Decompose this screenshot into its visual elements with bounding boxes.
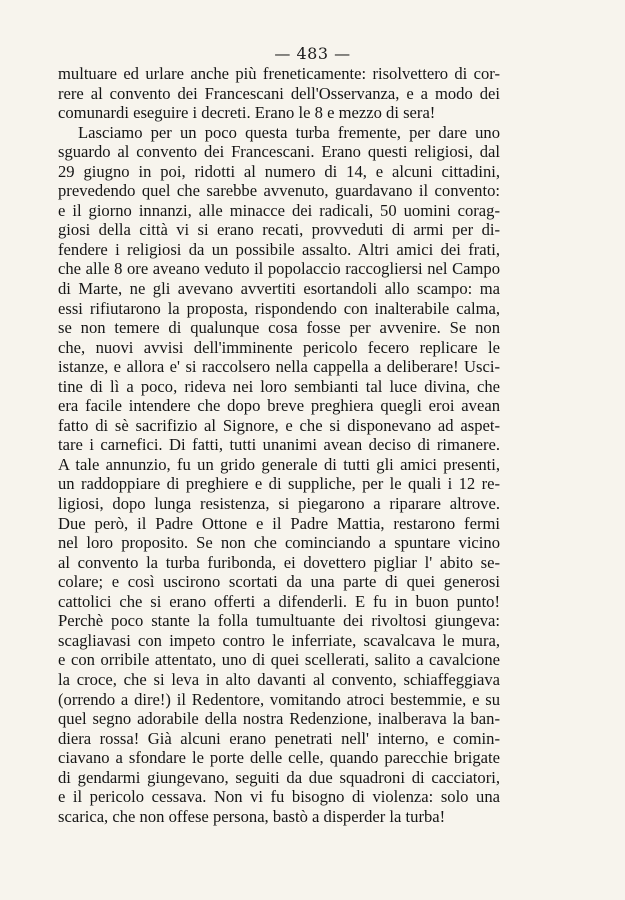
text-line: e con orribile attentato, uno di quei scellerati, salito a cavalcione: [58, 650, 500, 670]
text-line: 29 giugno in poi, ridotti al numero di 14, e alcuni cittadini,: [58, 161, 500, 181]
text-line: fendere i religiosi da un possibile assalto. Altri amici dei frati,: [58, 239, 500, 259]
text-line: che alle 8 ore aveano veduto il popolaccio raccogliersi nel Campo: [58, 259, 500, 279]
text-line: tare i carnefici. Di fatti, tutti unanimi avean deciso di rimanere.: [58, 435, 500, 455]
text-line: ciavano a sfondare le porte delle celle, quando parecchie brigate: [58, 748, 500, 768]
text-line: fatto di sè sacrifizio al Signore, e che si disponevano ad aspet-: [58, 415, 500, 435]
text-line: e il giorno innanzi, alle minacce dei radicali, 50 uomini corag-: [58, 200, 500, 220]
text-line: se non temere di qualunque cosa fosse per avvenire. Se non: [58, 318, 500, 338]
text-line: era facile intendere che dopo breve preghiera quegli eroi avean: [58, 396, 500, 416]
text-line: (orrendo a dire!) il Redentore, vomitando atroci bestemmie, e su: [58, 689, 500, 709]
text-line: che, nuovi avvisi dell'imminente pericolo fecero replicare le: [58, 337, 500, 357]
text-line: A tale annunzio, fu un grido generale di tutti gli amici presenti,: [58, 454, 500, 474]
text-line: giosi della città vi si erano recati, provveduti di armi per di-: [58, 220, 500, 240]
text-line: scarica, che non offese persona, bastò a disperder la turba!: [58, 806, 446, 826]
text-line: prevedendo quel che sarebbe avvenuto, guardavano il convento:: [58, 181, 500, 201]
text-line: multuare ed urlare anche più freneticamente: risolvettero di cor-: [58, 64, 500, 83]
text-line: e il pericolo cessava. Non vi fu bisogno di violenza: solo una: [58, 787, 500, 807]
text-line: Lasciamo per un poco questa turba fremente, per dare uno: [78, 122, 500, 142]
text-line: cattolici che si erano offerti a difenderli. E fu in buon punto!: [58, 591, 500, 611]
text-line: Due però, il Padre Ottone e il Padre Mattia, restarono fermi: [58, 513, 500, 533]
text-line: ligiosi, dopo lunga resistenza, si piegarono a riparare altrove.: [58, 494, 500, 514]
text-line: diera rossa! Già alcuni erano penetrati nell' interno, e comin-: [58, 728, 500, 748]
text-line: colare; e così uscirono scortati da una parte di quei generosi: [58, 572, 500, 592]
body-text: [58, 64, 500, 826]
page-number: — 483 —: [274, 44, 351, 63]
text-line: rere al convento dei Francescani dell'Osservanza, e a modo dei: [58, 83, 500, 103]
text-line: Perchè poco stante la folla tumultuante dei rivoltosi giungeva:: [58, 611, 500, 631]
text-line: essi rifiutarono la proposta, rispondendo con inalterabile calma,: [58, 298, 500, 318]
text-line: scagliavasi con impeto contro le inferriate, scavalcava le mura,: [58, 630, 500, 650]
text-line: comunardi eseguire i decreti. Erano le 8 e mezzo di sera!: [58, 103, 436, 123]
text-line: sguardo al convento dei Francescani. Erano questi religiosi, dal: [58, 142, 500, 162]
text-line: un raddoppiare di preghiere e di suppliche, per le quali i 12 re-: [58, 474, 500, 494]
text-line: di gendarmi giungevano, seguiti da due squadroni di cacciatori,: [58, 767, 500, 787]
text-line: istanze, e allora e' si raccolsero nella cappella a deliberare! Usci-: [58, 357, 500, 377]
text-line: quel segno adorabile della nostra Redenzione, inalberava la ban-: [58, 709, 500, 729]
text-line: tine di lì a poco, rideva nei loro sembianti tal luce divina, che: [58, 376, 500, 396]
text-line: nel loro proposito. Se non che cominciando a spuntare vicino: [58, 533, 500, 553]
text-line: di Marte, ne gli avevano avvertiti esortandoli allo scampo: ma: [58, 279, 500, 299]
text-line: la croce, che si leva in alto davanti al convento, schiaffeggiava: [58, 669, 500, 689]
text-line: al convento la turba furibonda, ei dovettero pigliar l' abito se-: [58, 552, 500, 572]
